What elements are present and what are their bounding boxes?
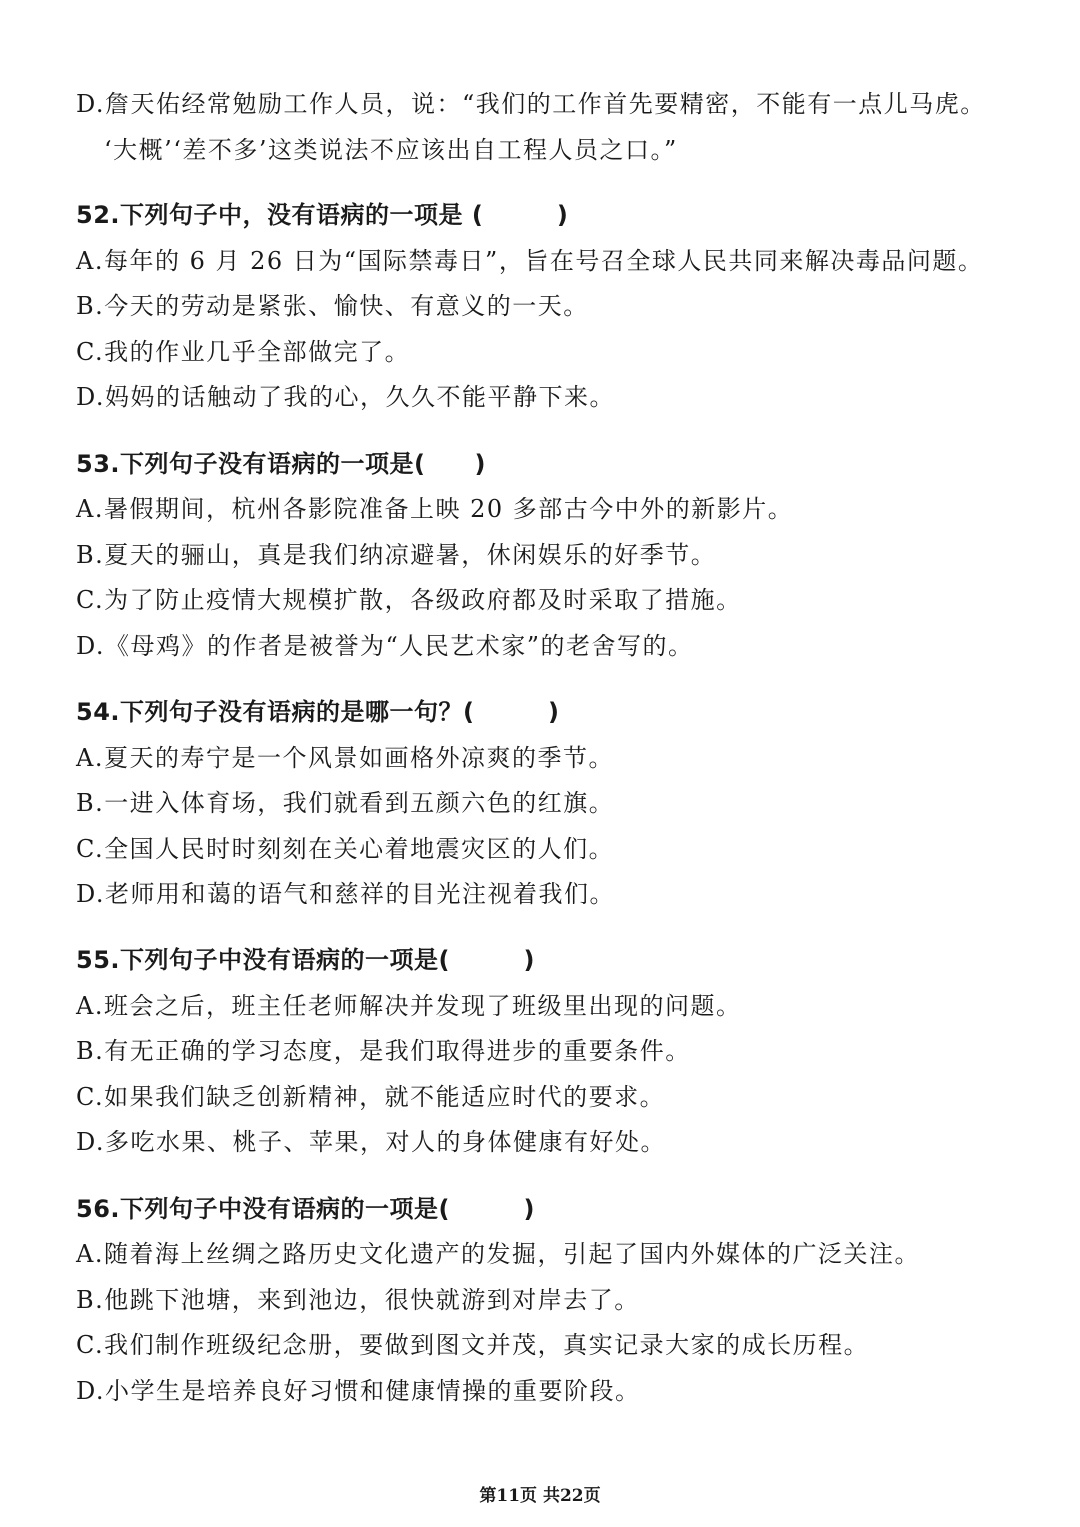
question-54-option-a: A.夏天的寿宁是一个风景如画格外凉爽的季节。 xyxy=(76,744,614,772)
question-55-option-b: B.有无正确的学习态度，是我们取得进步的重要条件。 xyxy=(76,1037,691,1065)
question-53-option-c: C.为了防止疫情大规模扩散，各级政府都及时采取了措施。 xyxy=(76,586,742,614)
question-53-option-b: B.夏天的骊山，真是我们纳凉避暑，休闲娱乐的好季节。 xyxy=(76,541,717,569)
question-52-option-d: D.妈妈的话触动了我的心，久久不能平静下来。 xyxy=(76,383,616,411)
question-54-option-b: B.一进入体育场，我们就看到五颜六色的红旗。 xyxy=(76,789,615,817)
question-52-option-b: B.今天的劳动是紧张、愉快、有意义的一天。 xyxy=(76,292,589,320)
q51-option-d-line2: ‘大概’‘差不多’这类说法不应该出自工程人员之口。” xyxy=(104,136,678,164)
q51-option-d-line1: D.詹天佑经常勉励工作人员，说：“我们的工作首先要精密，不能有一点儿马虎。 xyxy=(76,90,986,118)
question-55-option-d: D.多吃水果、桃子、苹果，对人的身体健康有好处。 xyxy=(76,1128,667,1156)
question-53-option-a: A.暑假期间，杭州各影院准备上映 20 多部古今中外的新影片。 xyxy=(76,495,794,523)
page-number-footer: 第11页 共22页 xyxy=(479,1486,601,1506)
question-56-option-d: D.小学生是培养良好习惯和健康情操的重要阶段。 xyxy=(76,1377,641,1405)
question-54-option-c: C.全国人民时时刻刻在关心着地震灾区的人们。 xyxy=(76,835,615,863)
question-56-option-c: C.我们制作班级纪念册，要做到图文并茂，真实记录大家的成长历程。 xyxy=(76,1331,870,1359)
question-52-title: 52.下列句子中，没有语病的一项是 ( ) xyxy=(76,201,569,229)
question-54-title: 54.下列句子没有语病的是哪一句？( ) xyxy=(76,698,560,726)
question-52-option-c: C.我的作业几乎全部做完了。 xyxy=(76,338,411,366)
question-55-option-a: A.班会之后，班主任老师解决并发现了班级里出现的问题。 xyxy=(76,992,742,1020)
question-54-option-d: D.老师用和蔼的语气和慈祥的目光注视着我们。 xyxy=(76,880,616,908)
question-53-option-d: D.《母鸡》的作者是被誉为“人民艺术家”的老舍写的。 xyxy=(76,632,694,660)
question-56-option-b: B.他跳下池塘，来到池边，很快就游到对岸去了。 xyxy=(76,1286,640,1314)
question-56-option-a: A.随着海上丝绸之路历史文化遗产的发掘，引起了国内外媒体的广泛关注。 xyxy=(76,1240,920,1268)
question-55-title: 55.下列句子中没有语病的一项是( ) xyxy=(76,946,535,974)
question-53-title: 53.下列句子没有语病的一项是( ) xyxy=(76,450,486,478)
question-56-title: 56.下列句子中没有语病的一项是( ) xyxy=(76,1195,535,1223)
question-55-option-c: C.如果我们缺乏创新精神，就不能适应时代的要求。 xyxy=(76,1083,666,1111)
question-52-option-a: A.每年的 6 月 26 日为“国际禁毒日”，旨在号召全球人民共同来解决毒品问题。 xyxy=(76,247,984,275)
